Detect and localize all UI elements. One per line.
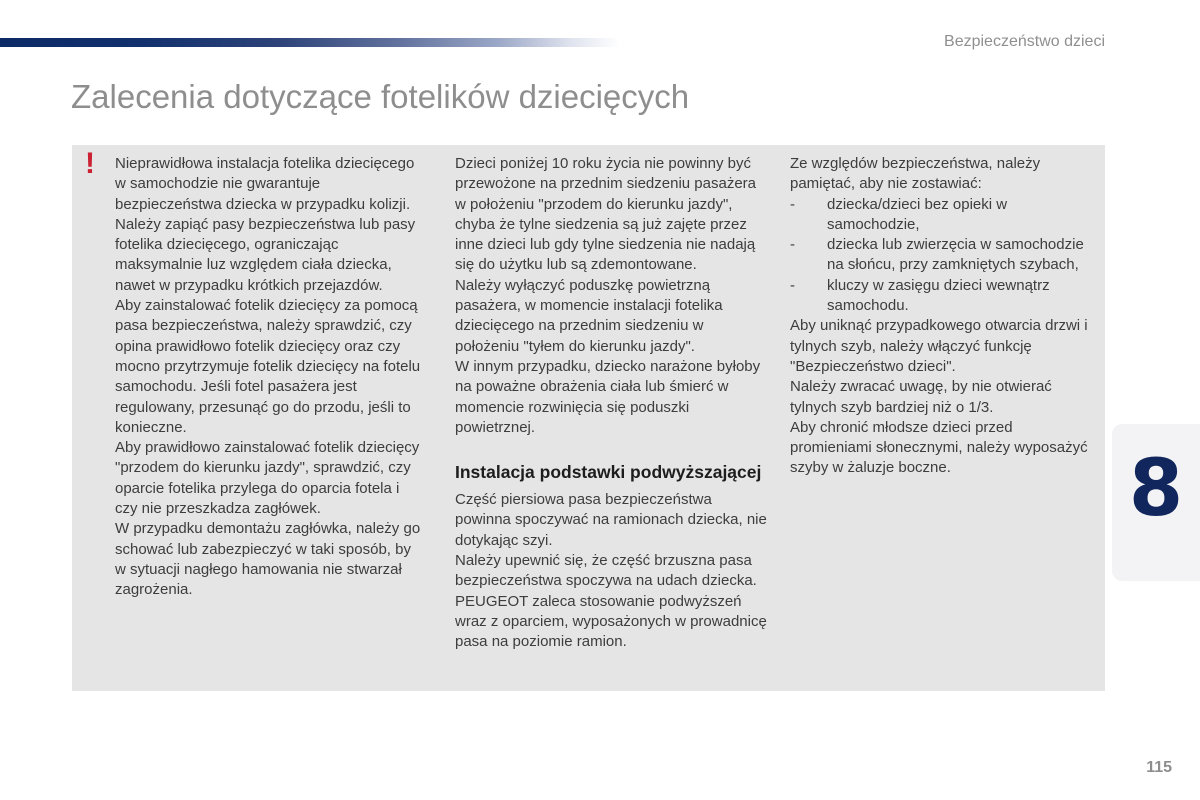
column-middle — [455, 154, 767, 653]
bullet-text: kluczy w zasięgu dzieci wewnątrz samochodu. — [827, 276, 1050, 315]
bullet-marker: - — [790, 195, 795, 213]
bullet-text: dziecka lub zwierzęcia w samochodzie na słońcu, przy zamkniętych szybach, — [827, 236, 1084, 274]
paragraph: Należy wyłączyć poduszkę powietrzną pasażera, w momencie instalacji fotelika dziecięcego na przednim siedzeniu w położeniu "tyłem do kierunku jazdy". — [455, 276, 723, 355]
page-number: 115 — [1146, 759, 1172, 776]
paragraph: Część piersiowa pasa bezpieczeństwa powinna spoczywać na ramionach dziecka, nie dotykając szyi. — [455, 491, 767, 549]
section-title: Bezpieczeństwo dzieci — [944, 33, 1105, 50]
column-warning — [115, 154, 422, 601]
chapter-number: 8 — [1128, 444, 1184, 534]
bullet-item — [790, 276, 1092, 317]
page-title: Zalecenia dotyczące fotelików dziecięcych — [71, 78, 690, 115]
subsection-heading: Instalacja podstawki podwyższającej — [455, 462, 762, 483]
bullet-item — [790, 235, 1092, 276]
content-panel — [72, 145, 1105, 691]
paragraph: Dzieci poniżej 10 roku życia nie powinny być przewożone na przednim siedzeniu pasażera w położeniu "przodem do kierunku jazdy", chyba że tylne siedzenia są już zajęte przez inne dzieci lub gdy tylne siedzenia nie nadają się do użytku lub są zdemontowane. — [455, 155, 757, 274]
paragraph: Aby prawidłowo zainstalować fotelik dziecięcy "przodem do kierunku jazdy", sprawdzić, czy oparcie fotelika przylega do oparcia fotela i czy nie przeszkadza zagłówek. — [115, 439, 420, 518]
paragraph: Aby uniknąć przypadkowego otwarcia drzwi i tylnych szyb, należy włączyć funkcję "Bezpieczeństwo dzieci". — [790, 317, 1088, 375]
paragraph: Należy zwracać uwagę, by nie otwierać tylnych szyb bardziej niż o 1/3. — [790, 378, 1052, 416]
chapter-tab — [1112, 424, 1200, 581]
bullet-item — [790, 195, 1092, 236]
paragraph: Ze względów bezpieczeństwa, należy pamiętać, aby nie zostawiać: — [790, 155, 1041, 193]
paragraph: Należy upewnić się, że część brzuszna pasa bezpieczeństwa spoczywa na udach dziecka. — [455, 552, 757, 590]
paragraph: Aby zainstalować fotelik dziecięcy za pomocą pasa bezpieczeństwa, należy sprawdzić, czy opina prawidłowo fotelik dziecięcy oraz czy mocno przytrzymuje fotelik dziecięcy na fotelu samochodu. Jeśli fotel pasażera jest regulowany, przesunąć go do przodu, jeśli to konieczne. — [115, 297, 421, 436]
paragraph: W przypadku demontażu zagłówka, należy go schować lub zabezpieczyć w taki sposób, by w sytuacji nagłego hamowania nie stwarzał zagrożenia. — [115, 520, 421, 599]
bullet-marker: - — [790, 276, 795, 294]
warning-exclamation-icon: ! — [85, 147, 95, 180]
column-right — [790, 154, 1092, 479]
paragraph: PEUGEOT zaleca stosowanie podwyższeń wraz z oparciem, wyposażonych w prowadnicę pasa na poziomie ramion. — [455, 592, 767, 651]
bullet-text: dziecka/dzieci bez opieki w samochodzie, — [827, 195, 1008, 233]
paragraph: Aby chronić młodsze dzieci przed promieniami słonecznymi, należy wyposażyć szyby w żaluzje boczne. — [790, 418, 1088, 477]
header-gradient-bar — [0, 38, 620, 47]
bullet-marker: - — [790, 236, 795, 254]
paragraph: Należy zapiąć pasy bezpieczeństwa lub pasy fotelika dziecięcego, ograniczając maksymalnie luz względem ciała dziecka, nawet w przypadku krótkich przejazdów. — [115, 215, 416, 294]
paragraph: W innym przypadku, dziecko narażone byłoby na poważne obrażenia ciała lub śmierć w momencie rozwinięcia się poduszki powietrznej. — [455, 357, 761, 436]
paragraph: Nieprawidłowa instalacja fotelika dziecięcego w samochodzie nie gwarantuje bezpieczeństwa dziecka w przypadku kolizji. — [115, 155, 415, 213]
